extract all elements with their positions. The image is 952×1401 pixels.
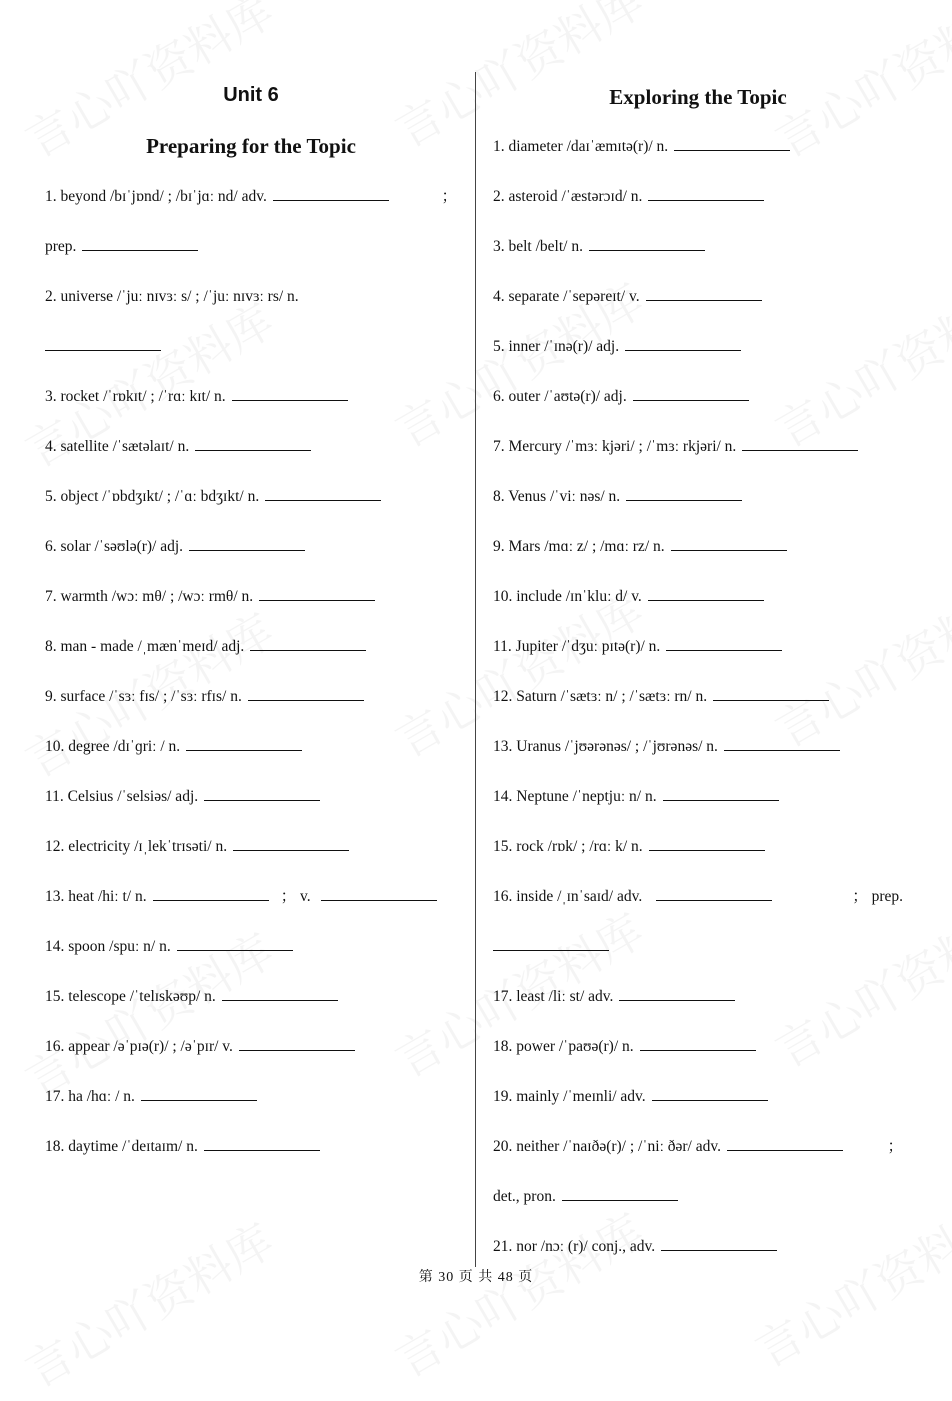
answer-blank[interactable] xyxy=(562,1187,678,1201)
answer-blank[interactable] xyxy=(259,587,375,601)
vocab-entry: 4. separate /ˈsepəreɪt/ v. xyxy=(493,287,903,309)
answer-blank[interactable] xyxy=(195,437,311,451)
vocab-entry: 10. degree /dɪˈɡriː / n. xyxy=(45,737,457,759)
vocab-entry: 9. surface /ˈsɜː fɪs/ ; /ˈsɜː rfɪs/ n. xyxy=(45,687,457,709)
vocab-entry: 16. appear /əˈpɪə(r)/ ; /əˈpɪr/ v. xyxy=(45,1037,457,1059)
vocab-entry-continuation: prep. xyxy=(45,237,457,259)
vocab-entry: 8. Venus /ˈviː nəs/ n. xyxy=(493,487,903,509)
answer-blank[interactable] xyxy=(248,687,364,701)
answer-blank[interactable] xyxy=(204,787,320,801)
watermark xyxy=(382,1195,654,1390)
answer-blank[interactable] xyxy=(45,337,161,351)
vocab-entry: 1. diameter /daɪˈæmɪtə(r)/ n. xyxy=(493,137,903,159)
vocab-entry: 15. telescope /ˈtelɪskəʊp/ n. xyxy=(45,987,457,1009)
vocab-entry: 4. satellite /ˈsætəlaɪt/ n. xyxy=(45,437,457,459)
answer-blank[interactable] xyxy=(666,637,782,651)
vocab-entry: 11. Celsius /ˈselsiəs/ adj. xyxy=(45,787,457,809)
vocab-entry: 11. Jupiter /ˈdʒuː pɪtə(r)/ n. xyxy=(493,637,903,659)
answer-blank[interactable] xyxy=(652,1087,768,1101)
answer-blank[interactable] xyxy=(493,937,609,951)
section-title-preparing: Preparing for the Topic xyxy=(146,134,356,158)
vocab-entry: 19. mainly /ˈmeɪnli/ adv. xyxy=(493,1087,903,1109)
answer-blank[interactable] xyxy=(619,987,735,1001)
vocab-entry: 5. inner /ˈɪnə(r)/ adj. xyxy=(493,337,903,359)
answer-blank[interactable] xyxy=(646,287,762,301)
vocab-entry: 17. least /liː st/ adv. xyxy=(493,987,903,1009)
vocab-entry: 14. spoon /spuː n/ n. xyxy=(45,937,457,959)
answer-blank[interactable] xyxy=(232,387,348,401)
answer-blank[interactable] xyxy=(674,137,790,151)
vocab-entry: 8. man - made /ˌmænˈmeɪd/ adj. xyxy=(45,637,457,659)
unit-title: Unit 6 xyxy=(223,84,279,106)
vocab-entry: 12. Saturn /ˈsætɜː n/ ; /ˈsætɜː rn/ n. xyxy=(493,687,903,709)
vocab-entry: 7. warmth /wɔː mθ/ ; /wɔː rmθ/ n. xyxy=(45,587,457,609)
vocab-entry: 5. object /ˈɒbdʒɪkt/ ; /ˈɑː bdʒɪkt/ n. xyxy=(45,487,457,509)
vocab-entry: 9. Mars /mɑː z/ ; /mɑː rz/ n. xyxy=(493,537,903,559)
answer-blank[interactable] xyxy=(656,887,772,901)
answer-blank[interactable] xyxy=(661,1237,777,1251)
vocab-entry: 18. daytime /ˈdeɪtaɪm/ n. xyxy=(45,1137,457,1159)
watermark xyxy=(12,1205,284,1400)
section-title-exploring: Exploring the Topic xyxy=(609,85,787,109)
vocab-entry: 13. heat /hiː t/ n. ； v. xyxy=(45,887,457,909)
vocab-entry: 14. Neptune /ˈneptjuː n/ n. xyxy=(493,787,903,809)
answer-blank[interactable] xyxy=(727,1137,843,1151)
answer-blank[interactable] xyxy=(177,937,293,951)
answer-blank[interactable] xyxy=(265,487,381,501)
vocab-entry: 15. rock /rɒk/ ; /rɑː k/ n. xyxy=(493,837,903,859)
answer-blank[interactable] xyxy=(153,887,269,901)
vocab-entry: 1. beyond /bɪˈjɒnd/ ; /bɪˈjɑː nd/ adv. ； xyxy=(45,188,457,205)
answer-blank[interactable] xyxy=(321,887,437,901)
answer-blank[interactable] xyxy=(625,337,741,351)
vocab-entry-continuation: det., pron. xyxy=(493,1187,903,1209)
answer-blank[interactable] xyxy=(239,1037,355,1051)
vocab-entry: 7. Mercury /ˈmɜː kjəri/ ; /ˈmɜː rkjəri/ n. xyxy=(493,437,903,459)
vocab-entry: 21. nor /nɔː (r)/ conj., adv. xyxy=(493,1237,903,1259)
answer-blank[interactable] xyxy=(233,837,349,851)
answer-blank[interactable] xyxy=(633,387,749,401)
vocab-entry: 20. neither /ˈnaɪðə(r)/ ; /ˈniː ðər/ adv. ； xyxy=(493,1138,903,1155)
vocab-entry-continuation xyxy=(45,337,457,359)
vocab-entry: 3. belt /belt/ n. xyxy=(493,237,903,259)
vocab-entry: 6. outer /ˈaʊtə(r)/ adj. xyxy=(493,387,903,409)
vocab-entry: 18. power /ˈpaʊə(r)/ n. xyxy=(493,1037,903,1059)
vocab-entry: 2. universe /ˈjuː nɪvɜː s/ ; /ˈjuː nɪvɜː rs/ n. xyxy=(45,288,299,305)
answer-blank[interactable] xyxy=(222,987,338,1001)
answer-blank[interactable] xyxy=(649,837,765,851)
answer-blank[interactable] xyxy=(626,487,742,501)
answer-blank[interactable] xyxy=(250,637,366,651)
answer-blank[interactable] xyxy=(663,787,779,801)
column-divider xyxy=(475,72,476,1267)
answer-blank[interactable] xyxy=(713,687,829,701)
answer-blank[interactable] xyxy=(189,537,305,551)
answer-blank[interactable] xyxy=(186,737,302,751)
vocab-entry: 13. Uranus /ˈjʊərənəs/ ; /ˈjʊrənəs/ n. xyxy=(493,737,903,759)
vocab-entry: 2. asteroid /ˈæstərɔɪd/ n. xyxy=(493,187,903,209)
answer-blank[interactable] xyxy=(141,1087,257,1101)
vocab-entry: 3. rocket /ˈrɒkɪt/ ; /ˈrɑː kɪt/ n. xyxy=(45,387,457,409)
answer-blank[interactable] xyxy=(671,537,787,551)
vocab-entry: 17. ha /hɑː / n. xyxy=(45,1087,457,1109)
answer-blank[interactable] xyxy=(82,237,198,251)
vocab-entry: 16. inside /ˌɪnˈsaɪd/ adv. ； prep. xyxy=(493,888,903,905)
vocab-entry: 10. include /ɪnˈkluː d/ v. xyxy=(493,587,903,609)
answer-blank[interactable] xyxy=(724,737,840,751)
answer-blank[interactable] xyxy=(640,1037,756,1051)
answer-blank[interactable] xyxy=(204,1137,320,1151)
answer-blank[interactable] xyxy=(742,437,858,451)
answer-blank[interactable] xyxy=(589,237,705,251)
answer-blank[interactable] xyxy=(648,187,764,201)
answer-blank[interactable] xyxy=(648,587,764,601)
answer-blank[interactable] xyxy=(273,187,389,201)
vocab-entry-continuation xyxy=(493,937,903,959)
vocab-entry: 12. electricity /ɪˌlekˈtrɪsəti/ n. xyxy=(45,837,457,859)
vocab-entry: 6. solar /ˈsəʊlə(r)/ adj. xyxy=(45,537,457,559)
page-number-footer: 第 30 页 共 48 页 xyxy=(418,1270,534,1285)
